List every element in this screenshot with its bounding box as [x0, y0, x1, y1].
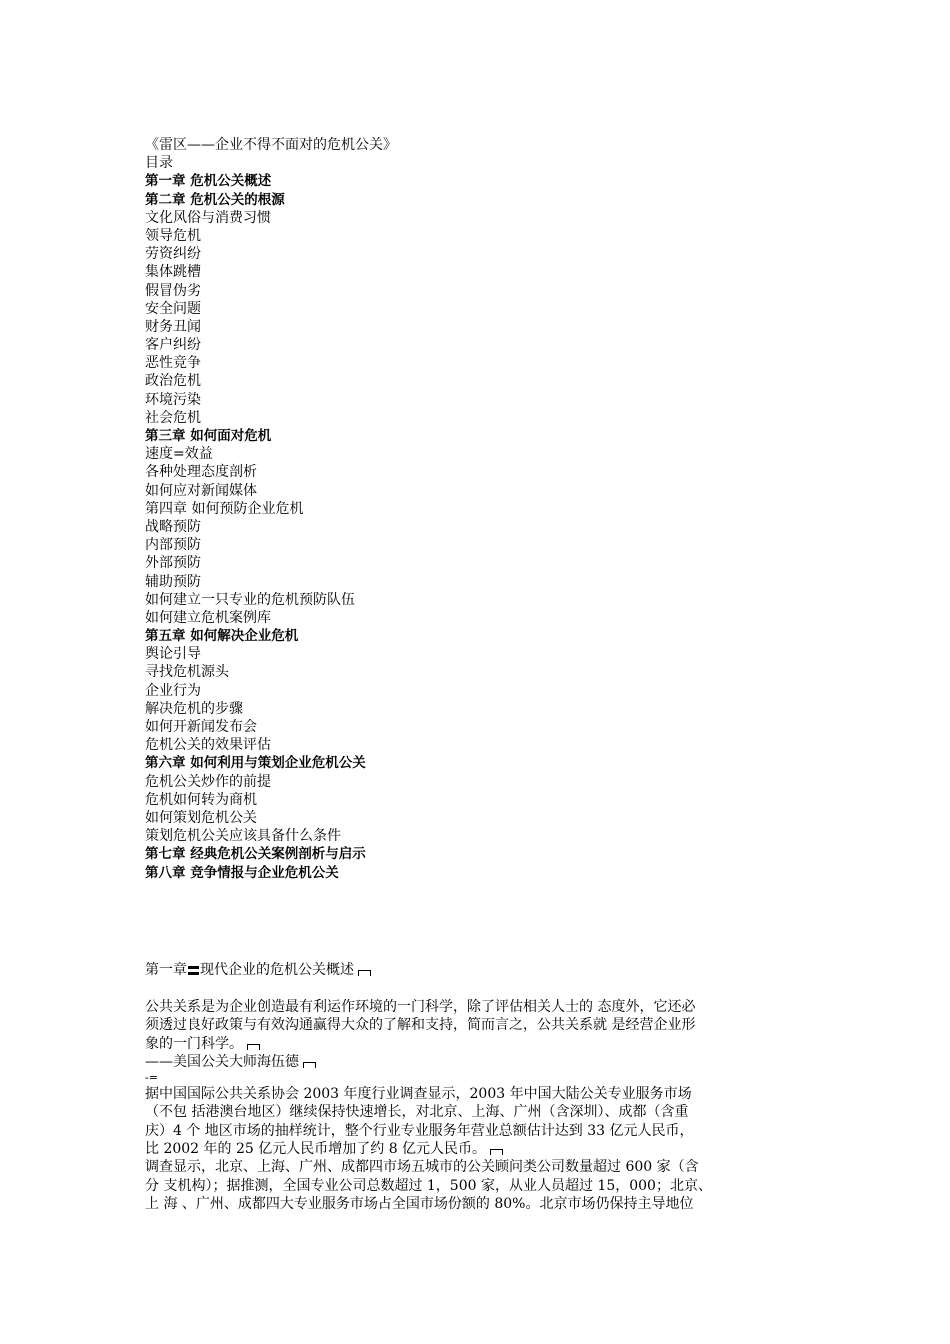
document-title: 《雷区——企业不得不面对的危机公关》 [145, 137, 397, 153]
toc-item: 内部预防 [145, 537, 201, 554]
toc-item: 危机如何转为商机 [145, 791, 257, 808]
paragraph-line: 庆）4 个 地区市场的抽样统计，整个行业专业服务年营业总额估计达到 33 亿元人民币， [145, 1122, 694, 1139]
toc-item: 解决危机的步骤 [145, 700, 243, 717]
toc-heading: 目录 [145, 155, 173, 172]
toc-item: 客户纠纷 [145, 337, 201, 354]
toc-item: 速度=效益 [145, 446, 213, 463]
toc-item: 财务丑闻 [145, 318, 201, 335]
toc-item: 恶性竞争 [145, 355, 201, 372]
quote-line: 象的一门科学。 [145, 1035, 825, 1053]
toc-item: 第一章 危机公关概述 [145, 173, 272, 190]
toc-item: 外部预防 [145, 555, 201, 572]
small-mark: -= [145, 1071, 158, 1085]
paragraph-mark-icon [490, 1149, 503, 1155]
toc-item: 如何应对新闻媒体 [145, 482, 257, 499]
paragraph-mark-icon [247, 1044, 260, 1050]
chapter-number: 第一章 [145, 962, 187, 978]
toc-item: 寻找危机源头 [145, 664, 229, 681]
separator-icon [188, 966, 199, 975]
toc-item: 危机公关的效果评估 [145, 737, 271, 754]
toc-item: 领导危机 [145, 227, 201, 244]
toc-item: 如何开新闻发布会 [145, 719, 257, 735]
quote-line: 公共关系是为企业创造最有利运作环境的一门科学，除了评估相关人士的 态度外，它还必 [145, 999, 696, 1015]
paragraph-line: 比 2002 年的 25 亿元人民币增加了约 8 亿元人民币。 [145, 1140, 825, 1158]
toc-item: 如何建立一只专业的危机预防队伍 [145, 591, 355, 608]
chapter-title: 现代企业的危机公关概述 [200, 962, 354, 978]
paragraph-line: 上 海 、广州、成都四大专业服务市场占全国市场份额的 80%。北京市场仍保持主导地位 [145, 1195, 694, 1212]
quote-block [145, 998, 825, 1213]
toc-item: 各种处理态度剖析 [145, 464, 257, 481]
toc-item: 舆论引导 [145, 646, 201, 663]
toc-item: 危机公关炒作的前提 [145, 773, 271, 790]
toc-item: 战略预防 [145, 518, 201, 535]
quote-attribution: ——美国公关大师海伍德 [145, 1053, 825, 1071]
table-of-contents [145, 136, 825, 882]
paragraph-line: 据中国国际公共关系协会 2003 年度行业调查显示，2003 年中国大陆公关专业服务市场 [145, 1086, 692, 1103]
paragraph-line: （不包 括港澳台地区）继续保持快速增长，对北京、上海、广州（含深圳）、成都（含重 [145, 1104, 689, 1121]
paragraph-line: 调查显示，北京、上海、广州、成都四市场五城市的公关顾问类公司数量超过 600 家（含 [145, 1159, 699, 1176]
paragraph-mark-icon [303, 1062, 316, 1068]
toc-item: 政治危机 [145, 373, 201, 390]
toc-item: 环境污染 [145, 391, 201, 408]
chapter-heading [145, 961, 825, 979]
toc-item: 第七章 经典危机公关案例剖析与启示 [145, 846, 366, 863]
toc-item: 如何策划危机公关 [145, 809, 257, 826]
toc-item: 第五章 如何解决企业危机 [145, 628, 299, 645]
paragraph-line: 分 支机构）；据推测，全国专业公司总数超过 1，500 家，从业人员超过 15，000；北京、 [145, 1177, 712, 1194]
toc-item: 假冒伪劣 [145, 282, 201, 299]
toc-item: 第三章 如何面对危机 [145, 428, 272, 444]
toc-item: 社会危机 [145, 409, 201, 426]
toc-item: 第六章 如何利用与策划企业危机公关 [145, 755, 366, 772]
paragraph-mark-icon [358, 970, 371, 976]
toc-item: 第八章 竞争情报与企业危机公关 [145, 864, 339, 881]
toc-item: 劳资纠纷 [145, 246, 201, 263]
toc-item: 第四章 如何预防企业危机 [145, 500, 304, 517]
toc-item: 集体跳槽 [145, 264, 201, 281]
toc-item: 策划危机公关应该具备什么条件 [145, 828, 341, 845]
toc-item: 第二章 危机公关的根源 [145, 191, 285, 208]
toc-item: 文化风俗与消费习惯 [145, 209, 271, 226]
toc-item: 辅助预防 [145, 573, 201, 590]
quote-line: 须透过良好政策与有效沟通赢得大众的了解和支持，简而言之，公共关系就 是经营企业形 [145, 1017, 696, 1034]
toc-item: 如何建立危机案例库 [145, 609, 271, 626]
toc-item: 企业行为 [145, 682, 201, 699]
toc-item: 安全问题 [145, 300, 201, 317]
